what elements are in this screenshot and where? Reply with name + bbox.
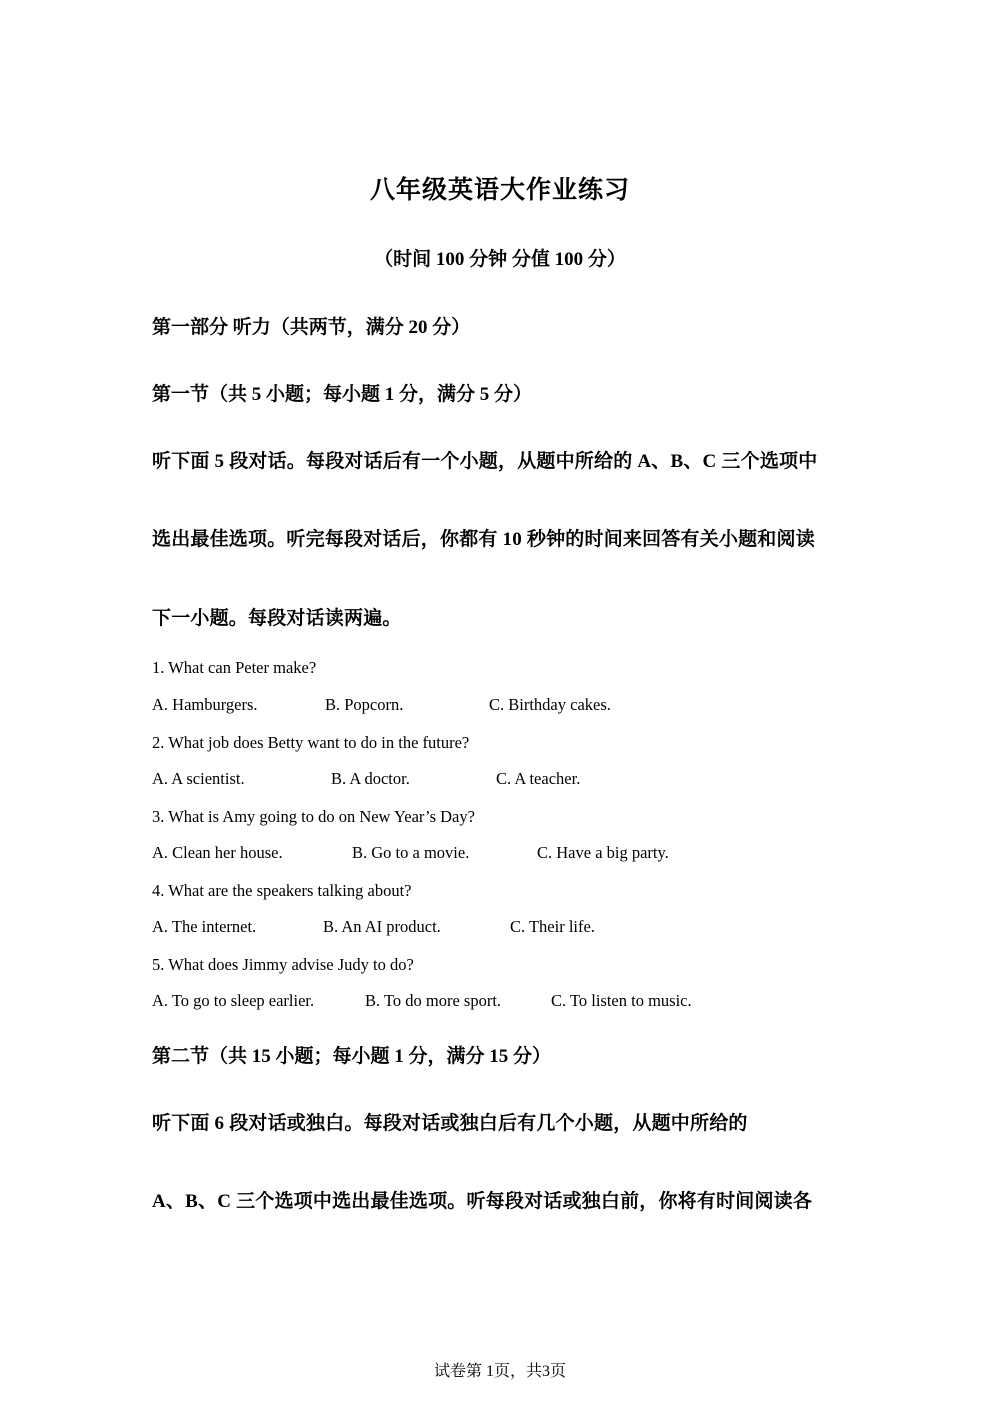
part1-heading: 第一部分 听力（共两节，满分 20 分） xyxy=(152,317,471,338)
question-3: 3. What is Amy going to do on New Year’s Day? xyxy=(152,807,475,826)
question-3-option-b: B. Go to a movie. xyxy=(352,843,470,862)
page-title: 八年级英语大作业练习 xyxy=(369,177,630,204)
question-1-option-a: A. Hamburgers. xyxy=(152,695,258,714)
section1-heading: 第一节（共 5 小题；每小题 1 分，满分 5 分） xyxy=(152,384,533,405)
question-2-option-b: B. A doctor. xyxy=(331,769,410,788)
question-5-option-a: A. To go to sleep earlier. xyxy=(152,991,315,1010)
question-2: 2. What job does Betty want to do in the future? xyxy=(152,733,470,752)
question-4-option-a: A. The internet. xyxy=(152,917,257,936)
section2-instruction-line-2: A、B、C 三个选项中选出最佳选项。听每段对话或独白前，你将有时间阅读各 xyxy=(152,1191,813,1212)
section2-instruction-line-1: 听下面 6 段对话或独白。每段对话或独白后有几个小题，从题中所给的 xyxy=(152,1113,748,1134)
section1-instruction-line-2: 选出最佳选项。听完每段对话后，你都有 10 秒钟的时间来回答有关小题和阅读 xyxy=(152,529,815,550)
question-5-option-c: C. To listen to music. xyxy=(551,991,692,1010)
question-2-option-c: C. A teacher. xyxy=(496,769,581,788)
exam-time-score-subtitle: （时间 100 分钟 分值 100 分） xyxy=(374,249,626,270)
question-1-option-b: B. Popcorn. xyxy=(325,695,404,714)
question-1-option-c: C. Birthday cakes. xyxy=(489,695,611,714)
section1-instruction-line-3: 下一小题。每段对话读两遍。 xyxy=(152,608,402,629)
section1-instruction-line-1: 听下面 5 段对话。每段对话后有一个小题，从题中所给的 A、B、C 三个选项中 xyxy=(152,451,818,472)
question-5-option-b: B. To do more sport. xyxy=(365,991,502,1010)
question-5: 5. What does Jimmy advise Judy to do? xyxy=(152,955,414,974)
page-footer: 试卷第 1页，共3页 xyxy=(433,1363,566,1380)
section2-heading: 第二节（共 15 小题；每小题 1 分，满分 15 分） xyxy=(152,1046,552,1067)
question-3-option-a: A. Clean her house. xyxy=(152,843,283,862)
question-4-option-b: B. An AI product. xyxy=(323,917,441,936)
question-4: 4. What are the speakers talking about? xyxy=(152,881,412,900)
question-3-option-c: C. Have a big party. xyxy=(537,843,669,862)
question-2-option-a: A. A scientist. xyxy=(152,769,245,788)
question-4-option-c: C. Their life. xyxy=(510,917,595,936)
question-1: 1. What can Peter make? xyxy=(152,658,317,677)
